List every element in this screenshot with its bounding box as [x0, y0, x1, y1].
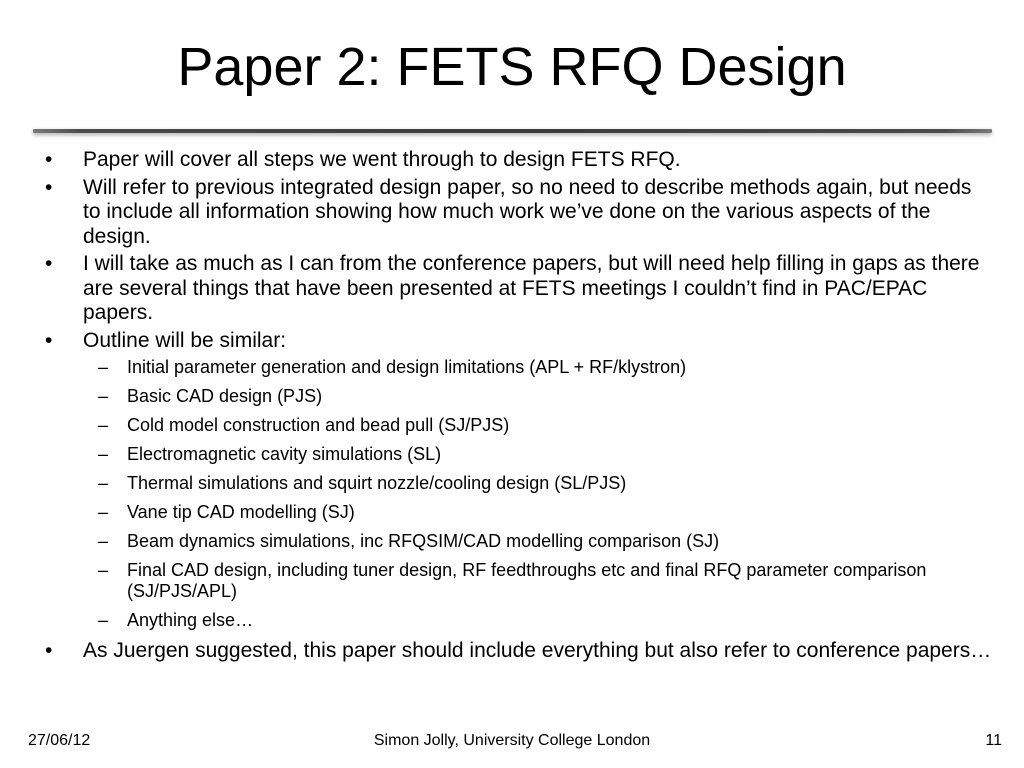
- sub-bullet-item: [0, 444, 994, 465]
- sub-bullet-text: Basic CAD design (PJS): [127, 386, 323, 406]
- sub-bullet-item: [0, 560, 994, 602]
- sub-bullet-text: Cold model construction and bead pull (SJ/PJS): [127, 415, 510, 435]
- sub-bullet-text: Anything else…: [127, 610, 254, 630]
- bullet-item: [0, 176, 1024, 250]
- sub-bullet-text: Electromagnetic cavity simulations (SL): [127, 444, 442, 464]
- footer-author: Simon Jolly, University College London: [373, 732, 651, 749]
- dash-icon: –: [98, 473, 109, 493]
- sub-bullet-item: [0, 415, 994, 436]
- sub-bullet-text: Initial parameter generation and design limitations (APL + RF/klystron): [127, 357, 687, 377]
- sub-bullet-item: [0, 531, 994, 552]
- sub-bullet-text: Thermal simulations and squirt nozzle/cooling design (SL/PJS): [127, 473, 627, 493]
- bullet-item: [0, 639, 1024, 664]
- sub-bullet-text: Vane tip CAD modelling (SJ): [127, 502, 355, 522]
- dash-icon: –: [98, 415, 109, 435]
- title-divider: [33, 129, 992, 133]
- bullet-text: As Juergen suggested, this paper should include everything but also refer to conference papers…: [83, 639, 992, 662]
- bullet-item: [0, 252, 1024, 326]
- bullet-text: I will take as much as I can from the conference papers, but will need help filling in gaps as there are several things that have been presented at FETS meetings I couldn’t find in PAC/EPAC papers.: [83, 252, 980, 324]
- dash-icon: –: [98, 357, 109, 377]
- bullet-list: [0, 148, 1024, 664]
- dash-icon: –: [98, 560, 109, 580]
- sub-bullet-text: Final CAD design, including tuner design, RF feedthroughs etc and final RFQ parameter comparison (SJ/PJS/APL): [127, 560, 927, 601]
- bullet-text: Will refer to previous integrated design paper, so no need to describe methods again, but needs to include all information showing how much work we’ve done on the various aspects of the design.: [83, 175, 972, 248]
- bullet-item: [0, 329, 1024, 632]
- footer-page-number: 11: [985, 732, 1002, 749]
- dash-icon: –: [98, 444, 109, 464]
- bullet-item: [0, 148, 1024, 173]
- sub-bullet-item: [0, 386, 994, 407]
- bullet-text: Outline will be similar:: [83, 328, 287, 352]
- slide-content: [0, 148, 1024, 667]
- bullet-text: Paper will cover all steps we went through to design FETS RFQ.: [83, 148, 681, 171]
- slide-title: Paper 2: FETS RFQ Design: [177, 37, 847, 97]
- sub-bullet-text: Beam dynamics simulations, inc RFQSIM/CAD modelling comparison (SJ): [127, 531, 720, 551]
- sub-bullet-item: [0, 610, 994, 631]
- dash-icon: –: [98, 502, 109, 522]
- bullet-icon: •: [45, 175, 53, 199]
- bullet-icon: •: [45, 639, 53, 662]
- sub-bullet-item: [0, 473, 994, 494]
- bullet-icon: •: [45, 328, 53, 352]
- footer-date: 27/06/12: [28, 732, 91, 749]
- sub-bullet-item: [0, 502, 994, 523]
- sub-bullet-list: [83, 357, 994, 631]
- bullet-icon: •: [45, 252, 53, 275]
- sub-bullet-item: [0, 357, 994, 378]
- dash-icon: –: [98, 610, 109, 630]
- dash-icon: –: [98, 531, 109, 551]
- dash-icon: –: [98, 386, 109, 406]
- bullet-icon: •: [45, 148, 53, 171]
